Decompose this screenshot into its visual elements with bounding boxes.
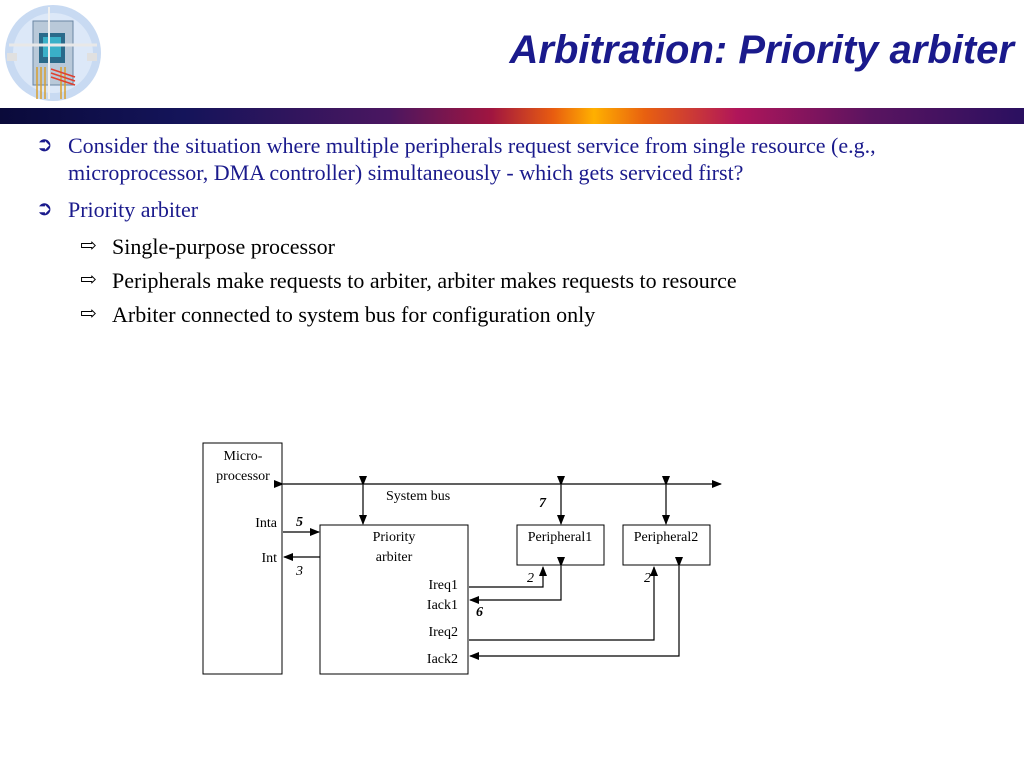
step-number: 7 — [539, 496, 546, 511]
sub-bullet-text: Single-purpose processor — [112, 234, 336, 259]
arbiter-label: Priority — [372, 530, 416, 545]
step-number: 5 — [296, 515, 303, 530]
iack1-label: Iack1 — [426, 598, 458, 613]
sub-bullet-text: Arbiter connected to system bus for configuration only — [112, 302, 596, 327]
microprocessor-label: processor — [216, 469, 270, 484]
ireq1-line — [470, 566, 561, 600]
sub-bullet-text: Peripherals make requests to arbiter, arbiter makes requests to resource — [112, 268, 737, 293]
peripheral1-label: Peripheral1 — [527, 530, 593, 545]
step-number: 6 — [476, 605, 483, 620]
microprocessor-label: Micro- — [223, 449, 263, 464]
arrow-circle-icon: ➲ — [36, 134, 53, 156]
hollow-arrow-icon: ⇨ — [80, 235, 97, 257]
ireq2-label: Ireq2 — [428, 625, 458, 640]
step-number: 3 — [296, 564, 303, 579]
step-number: 2 — [644, 571, 651, 586]
inta-label: Inta — [255, 516, 277, 531]
step-number: 2 — [527, 571, 534, 586]
iack2-label: Iack2 — [426, 652, 458, 667]
int-label: Int — [261, 551, 277, 566]
ireq1-label: Ireq1 — [428, 578, 458, 593]
bullet-text: Priority arbiter — [68, 197, 199, 222]
peripheral2-label: Peripheral2 — [633, 530, 699, 545]
arrow-circle-icon: ➲ — [36, 198, 53, 220]
bullet-text: Consider the situation where multiple peripherals request service from single resource (e.g., microprocessor, DMA controller) simultaneously - which gets serviced first? — [68, 133, 876, 185]
slide-title: Arbitration: Priority arbiter — [509, 28, 1014, 72]
hollow-arrow-icon: ⇨ — [80, 269, 97, 291]
arbiter-label: arbiter — [375, 550, 413, 565]
hollow-arrow-icon: ⇨ — [80, 303, 97, 325]
system-bus-label: System bus — [386, 489, 451, 504]
